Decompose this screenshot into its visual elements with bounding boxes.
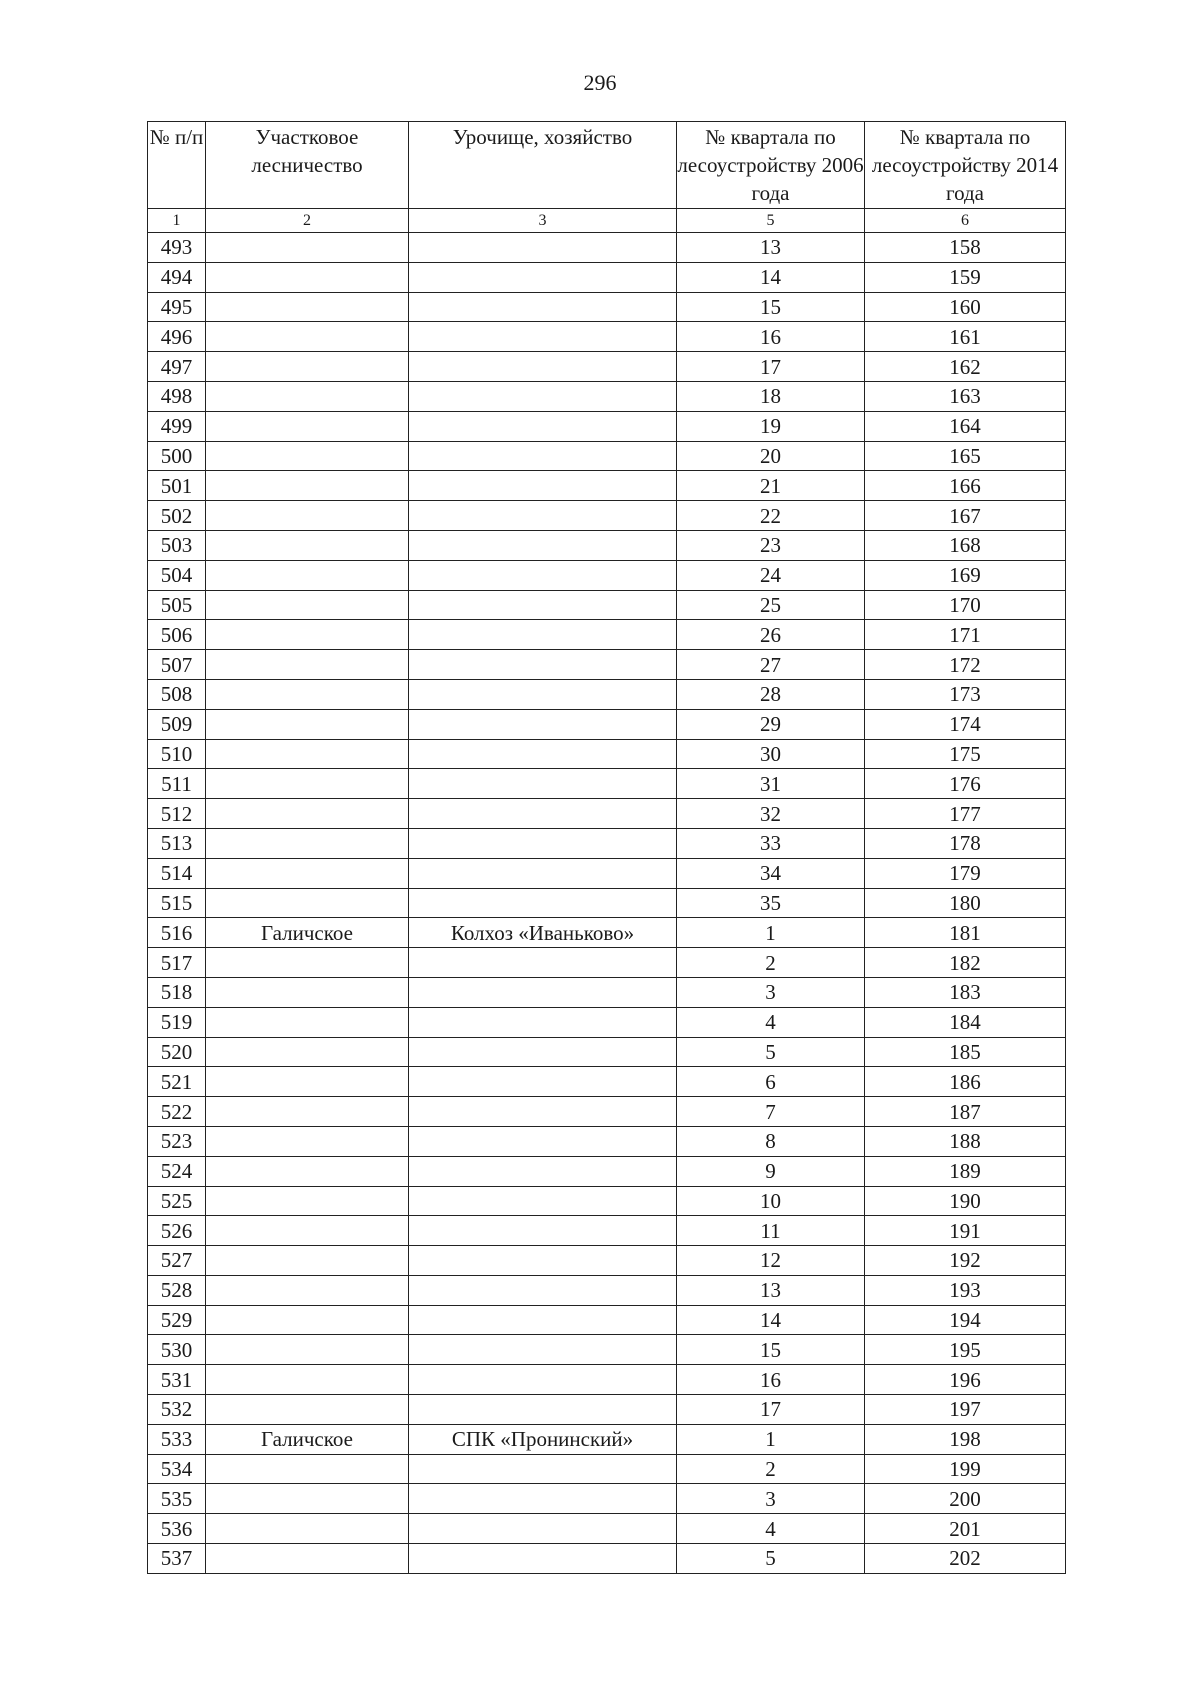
table-row	[148, 530, 1066, 560]
cell-quarter-2006: 29	[677, 709, 865, 739]
table-row	[148, 1544, 1066, 1574]
cell-quarter-2014: 195	[865, 1335, 1066, 1365]
cell-tract-farm	[409, 1037, 677, 1067]
cell-row-number: 512	[148, 799, 206, 829]
cell-quarter-2006: 8	[677, 1126, 865, 1156]
table-row	[148, 918, 1066, 948]
cell-quarter-2014: 174	[865, 709, 1066, 739]
cell-district-forestry	[206, 1097, 409, 1127]
cell-row-number: 505	[148, 590, 206, 620]
cell-row-number: 535	[148, 1484, 206, 1514]
cell-district-forestry	[206, 799, 409, 829]
cell-row-number: 508	[148, 679, 206, 709]
cell-row-number: 510	[148, 739, 206, 769]
cell-district-forestry: Галичское	[206, 1424, 409, 1454]
cell-district-forestry	[206, 590, 409, 620]
table-row	[148, 441, 1066, 471]
header-row-number: № п/п	[148, 122, 206, 209]
cell-quarter-2014: 182	[865, 948, 1066, 978]
cell-quarter-2014: 159	[865, 262, 1066, 292]
cell-quarter-2006: 2	[677, 1454, 865, 1484]
cell-quarter-2006: 15	[677, 292, 865, 322]
cell-quarter-2014: 185	[865, 1037, 1066, 1067]
cell-tract-farm	[409, 1275, 677, 1305]
cell-tract-farm	[409, 1305, 677, 1335]
cell-tract-farm	[409, 858, 677, 888]
cell-quarter-2006: 16	[677, 322, 865, 352]
cell-quarter-2006: 5	[677, 1544, 865, 1574]
cell-quarter-2006: 24	[677, 560, 865, 590]
cell-tract-farm	[409, 1335, 677, 1365]
cell-quarter-2006: 5	[677, 1037, 865, 1067]
cell-row-number: 531	[148, 1365, 206, 1395]
cell-row-number: 536	[148, 1514, 206, 1544]
cell-row-number: 495	[148, 292, 206, 322]
header-tract-farm: Урочище, хозяйство	[409, 122, 677, 209]
cell-row-number: 513	[148, 828, 206, 858]
cell-tract-farm	[409, 1067, 677, 1097]
cell-row-number: 524	[148, 1156, 206, 1186]
cell-quarter-2014: 190	[865, 1186, 1066, 1216]
cell-tract-farm	[409, 501, 677, 531]
cell-quarter-2014: 160	[865, 292, 1066, 322]
cell-row-number: 514	[148, 858, 206, 888]
cell-quarter-2014: 187	[865, 1097, 1066, 1127]
forest-quarter-table	[147, 121, 1066, 1574]
cell-tract-farm	[409, 590, 677, 620]
cell-tract-farm	[409, 739, 677, 769]
cell-district-forestry	[206, 560, 409, 590]
table-row	[148, 799, 1066, 829]
cell-district-forestry	[206, 1067, 409, 1097]
cell-row-number: 506	[148, 620, 206, 650]
cell-district-forestry	[206, 1395, 409, 1425]
table-row	[148, 1395, 1066, 1425]
cell-row-number: 503	[148, 530, 206, 560]
cell-quarter-2006: 13	[677, 1275, 865, 1305]
cell-district-forestry	[206, 1454, 409, 1484]
table-row	[148, 769, 1066, 799]
cell-row-number: 529	[148, 1305, 206, 1335]
column-number: 6	[865, 209, 1066, 233]
cell-quarter-2006: 21	[677, 471, 865, 501]
cell-quarter-2006: 11	[677, 1216, 865, 1246]
cell-quarter-2006: 15	[677, 1335, 865, 1365]
cell-quarter-2014: 171	[865, 620, 1066, 650]
cell-row-number: 521	[148, 1067, 206, 1097]
table-row	[148, 828, 1066, 858]
cell-row-number: 526	[148, 1216, 206, 1246]
cell-district-forestry	[206, 1544, 409, 1574]
cell-tract-farm: СПК «Пронинский»	[409, 1424, 677, 1454]
cell-quarter-2006: 10	[677, 1186, 865, 1216]
cell-quarter-2014: 169	[865, 560, 1066, 590]
table-row	[148, 1007, 1066, 1037]
cell-quarter-2014: 170	[865, 590, 1066, 620]
table-header-row	[148, 122, 1066, 209]
cell-district-forestry	[206, 1037, 409, 1067]
cell-quarter-2006: 13	[677, 233, 865, 263]
table-row	[148, 1186, 1066, 1216]
cell-quarter-2006: 18	[677, 381, 865, 411]
cell-quarter-2014: 200	[865, 1484, 1066, 1514]
column-number-row	[148, 209, 1066, 233]
cell-quarter-2014: 165	[865, 441, 1066, 471]
table-row	[148, 1246, 1066, 1276]
table-row	[148, 888, 1066, 918]
cell-row-number: 534	[148, 1454, 206, 1484]
cell-district-forestry: Галичское	[206, 918, 409, 948]
table-row	[148, 411, 1066, 441]
cell-quarter-2006: 12	[677, 1246, 865, 1276]
cell-row-number: 504	[148, 560, 206, 590]
cell-quarter-2014: 164	[865, 411, 1066, 441]
column-number: 1	[148, 209, 206, 233]
cell-quarter-2014: 173	[865, 679, 1066, 709]
cell-tract-farm	[409, 1246, 677, 1276]
cell-quarter-2014: 175	[865, 739, 1066, 769]
column-number: 5	[677, 209, 865, 233]
cell-quarter-2014: 179	[865, 858, 1066, 888]
table-row	[148, 1216, 1066, 1246]
table-row	[148, 1126, 1066, 1156]
cell-tract-farm	[409, 441, 677, 471]
cell-quarter-2006: 33	[677, 828, 865, 858]
cell-quarter-2014: 163	[865, 381, 1066, 411]
cell-tract-farm	[409, 233, 677, 263]
cell-row-number: 528	[148, 1275, 206, 1305]
cell-quarter-2014: 177	[865, 799, 1066, 829]
cell-quarter-2006: 19	[677, 411, 865, 441]
cell-district-forestry	[206, 292, 409, 322]
cell-tract-farm	[409, 322, 677, 352]
cell-row-number: 516	[148, 918, 206, 948]
cell-row-number: 523	[148, 1126, 206, 1156]
cell-tract-farm	[409, 1544, 677, 1574]
cell-district-forestry	[206, 1007, 409, 1037]
cell-tract-farm	[409, 381, 677, 411]
table-row	[148, 1365, 1066, 1395]
cell-district-forestry	[206, 709, 409, 739]
cell-row-number: 502	[148, 501, 206, 531]
table-row	[148, 1305, 1066, 1335]
cell-quarter-2006: 34	[677, 858, 865, 888]
header-quarter-2014: № квартала по лесоустройству 2014 года	[865, 122, 1066, 209]
cell-district-forestry	[206, 233, 409, 263]
cell-tract-farm	[409, 709, 677, 739]
cell-quarter-2014: 196	[865, 1365, 1066, 1395]
table-row	[148, 1424, 1066, 1454]
cell-row-number: 498	[148, 381, 206, 411]
table-row	[148, 709, 1066, 739]
cell-row-number: 537	[148, 1544, 206, 1574]
cell-quarter-2006: 30	[677, 739, 865, 769]
cell-district-forestry	[206, 411, 409, 441]
cell-district-forestry	[206, 1365, 409, 1395]
table-row	[148, 471, 1066, 501]
column-number: 3	[409, 209, 677, 233]
cell-district-forestry	[206, 441, 409, 471]
cell-quarter-2006: 17	[677, 1395, 865, 1425]
cell-district-forestry	[206, 739, 409, 769]
cell-quarter-2006: 16	[677, 1365, 865, 1395]
cell-row-number: 496	[148, 322, 206, 352]
cell-district-forestry	[206, 352, 409, 382]
cell-quarter-2014: 180	[865, 888, 1066, 918]
cell-district-forestry	[206, 948, 409, 978]
cell-row-number: 494	[148, 262, 206, 292]
cell-tract-farm	[409, 620, 677, 650]
cell-quarter-2006: 7	[677, 1097, 865, 1127]
cell-district-forestry	[206, 1305, 409, 1335]
cell-district-forestry	[206, 1126, 409, 1156]
table-row	[148, 1097, 1066, 1127]
cell-tract-farm	[409, 1007, 677, 1037]
cell-district-forestry	[206, 471, 409, 501]
cell-district-forestry	[206, 1484, 409, 1514]
cell-quarter-2006: 20	[677, 441, 865, 471]
cell-tract-farm	[409, 650, 677, 680]
cell-tract-farm	[409, 1216, 677, 1246]
table-row	[148, 977, 1066, 1007]
table-row	[148, 1484, 1066, 1514]
cell-quarter-2014: 178	[865, 828, 1066, 858]
cell-tract-farm	[409, 292, 677, 322]
cell-tract-farm	[409, 1395, 677, 1425]
table-row	[148, 590, 1066, 620]
cell-tract-farm	[409, 1097, 677, 1127]
cell-quarter-2014: 162	[865, 352, 1066, 382]
cell-tract-farm	[409, 262, 677, 292]
cell-quarter-2014: 168	[865, 530, 1066, 560]
cell-tract-farm	[409, 1514, 677, 1544]
cell-row-number: 499	[148, 411, 206, 441]
cell-tract-farm	[409, 888, 677, 918]
cell-district-forestry	[206, 620, 409, 650]
cell-quarter-2014: 201	[865, 1514, 1066, 1544]
cell-tract-farm	[409, 679, 677, 709]
cell-quarter-2014: 181	[865, 918, 1066, 948]
cell-quarter-2014: 198	[865, 1424, 1066, 1454]
cell-district-forestry	[206, 858, 409, 888]
cell-quarter-2006: 4	[677, 1514, 865, 1544]
cell-tract-farm	[409, 828, 677, 858]
cell-quarter-2014: 183	[865, 977, 1066, 1007]
cell-district-forestry	[206, 888, 409, 918]
table-row	[148, 1156, 1066, 1186]
cell-quarter-2006: 23	[677, 530, 865, 560]
table-row	[148, 739, 1066, 769]
cell-quarter-2014: 197	[865, 1395, 1066, 1425]
table-row	[148, 620, 1066, 650]
cell-tract-farm	[409, 471, 677, 501]
column-number: 2	[206, 209, 409, 233]
table-row	[148, 262, 1066, 292]
cell-district-forestry	[206, 1275, 409, 1305]
table-row	[148, 322, 1066, 352]
cell-quarter-2014: 189	[865, 1156, 1066, 1186]
cell-tract-farm	[409, 411, 677, 441]
table-row	[148, 1275, 1066, 1305]
cell-row-number: 497	[148, 352, 206, 382]
cell-quarter-2006: 3	[677, 977, 865, 1007]
cell-tract-farm	[409, 948, 677, 978]
cell-district-forestry	[206, 1216, 409, 1246]
cell-quarter-2006: 4	[677, 1007, 865, 1037]
cell-quarter-2006: 9	[677, 1156, 865, 1186]
table-row	[148, 233, 1066, 263]
cell-quarter-2006: 35	[677, 888, 865, 918]
cell-tract-farm: Колхоз «Иваньково»	[409, 918, 677, 948]
cell-quarter-2006: 22	[677, 501, 865, 531]
cell-quarter-2006: 27	[677, 650, 865, 680]
header-quarter-2006: № квартала по лесоустройству 2006 года	[677, 122, 865, 209]
cell-tract-farm	[409, 1156, 677, 1186]
cell-row-number: 501	[148, 471, 206, 501]
table-body	[148, 209, 1066, 1574]
cell-quarter-2006: 14	[677, 1305, 865, 1335]
cell-row-number: 493	[148, 233, 206, 263]
table-row	[148, 858, 1066, 888]
cell-row-number: 533	[148, 1424, 206, 1454]
cell-tract-farm	[409, 560, 677, 590]
cell-quarter-2014: 191	[865, 1216, 1066, 1246]
cell-quarter-2014: 193	[865, 1275, 1066, 1305]
table-row	[148, 501, 1066, 531]
cell-tract-farm	[409, 977, 677, 1007]
cell-district-forestry	[206, 977, 409, 1007]
cell-quarter-2014: 199	[865, 1454, 1066, 1484]
cell-district-forestry	[206, 769, 409, 799]
table-row	[148, 1335, 1066, 1365]
cell-district-forestry	[206, 501, 409, 531]
cell-district-forestry	[206, 1156, 409, 1186]
cell-quarter-2006: 2	[677, 948, 865, 978]
cell-row-number: 507	[148, 650, 206, 680]
cell-quarter-2006: 14	[677, 262, 865, 292]
cell-row-number: 527	[148, 1246, 206, 1276]
cell-tract-farm	[409, 1365, 677, 1395]
table-row	[148, 560, 1066, 590]
cell-district-forestry	[206, 650, 409, 680]
cell-quarter-2014: 186	[865, 1067, 1066, 1097]
cell-district-forestry	[206, 1246, 409, 1276]
cell-row-number: 532	[148, 1395, 206, 1425]
cell-district-forestry	[206, 1186, 409, 1216]
cell-quarter-2006: 25	[677, 590, 865, 620]
cell-quarter-2014: 192	[865, 1246, 1066, 1276]
cell-quarter-2014: 194	[865, 1305, 1066, 1335]
cell-district-forestry	[206, 322, 409, 352]
table-row	[148, 1454, 1066, 1484]
page-number: 296	[583, 70, 617, 95]
cell-tract-farm	[409, 1126, 677, 1156]
cell-quarter-2006: 1	[677, 1424, 865, 1454]
cell-tract-farm	[409, 530, 677, 560]
cell-quarter-2006: 28	[677, 679, 865, 709]
table-row	[148, 381, 1066, 411]
table-row	[148, 1067, 1066, 1097]
cell-quarter-2014: 176	[865, 769, 1066, 799]
table-row	[148, 1514, 1066, 1544]
cell-quarter-2014: 188	[865, 1126, 1066, 1156]
cell-tract-farm	[409, 1484, 677, 1514]
cell-tract-farm	[409, 352, 677, 382]
table-row	[148, 948, 1066, 978]
cell-tract-farm	[409, 799, 677, 829]
cell-row-number: 515	[148, 888, 206, 918]
cell-quarter-2006: 32	[677, 799, 865, 829]
cell-row-number: 530	[148, 1335, 206, 1365]
cell-quarter-2014: 167	[865, 501, 1066, 531]
cell-tract-farm	[409, 1454, 677, 1484]
cell-district-forestry	[206, 1514, 409, 1544]
cell-district-forestry	[206, 381, 409, 411]
cell-row-number: 518	[148, 977, 206, 1007]
cell-district-forestry	[206, 828, 409, 858]
table-row	[148, 352, 1066, 382]
cell-quarter-2014: 166	[865, 471, 1066, 501]
table-row	[148, 292, 1066, 322]
cell-quarter-2006: 6	[677, 1067, 865, 1097]
cell-quarter-2006: 3	[677, 1484, 865, 1514]
cell-quarter-2006: 17	[677, 352, 865, 382]
header-district-forestry: Участковое лесничество	[206, 122, 409, 209]
table-row	[148, 679, 1066, 709]
table-row	[148, 1037, 1066, 1067]
cell-quarter-2006: 31	[677, 769, 865, 799]
cell-row-number: 520	[148, 1037, 206, 1067]
cell-quarter-2014: 161	[865, 322, 1066, 352]
cell-row-number: 509	[148, 709, 206, 739]
cell-row-number: 500	[148, 441, 206, 471]
cell-district-forestry	[206, 679, 409, 709]
cell-quarter-2014: 158	[865, 233, 1066, 263]
cell-row-number: 517	[148, 948, 206, 978]
cell-quarter-2014: 184	[865, 1007, 1066, 1037]
cell-tract-farm	[409, 769, 677, 799]
cell-district-forestry	[206, 1335, 409, 1365]
cell-quarter-2006: 1	[677, 918, 865, 948]
cell-row-number: 511	[148, 769, 206, 799]
cell-row-number: 519	[148, 1007, 206, 1037]
cell-district-forestry	[206, 262, 409, 292]
cell-tract-farm	[409, 1186, 677, 1216]
cell-quarter-2006: 26	[677, 620, 865, 650]
table-row	[148, 650, 1066, 680]
cell-quarter-2014: 172	[865, 650, 1066, 680]
cell-quarter-2014: 202	[865, 1544, 1066, 1574]
cell-row-number: 525	[148, 1186, 206, 1216]
cell-district-forestry	[206, 530, 409, 560]
cell-row-number: 522	[148, 1097, 206, 1127]
